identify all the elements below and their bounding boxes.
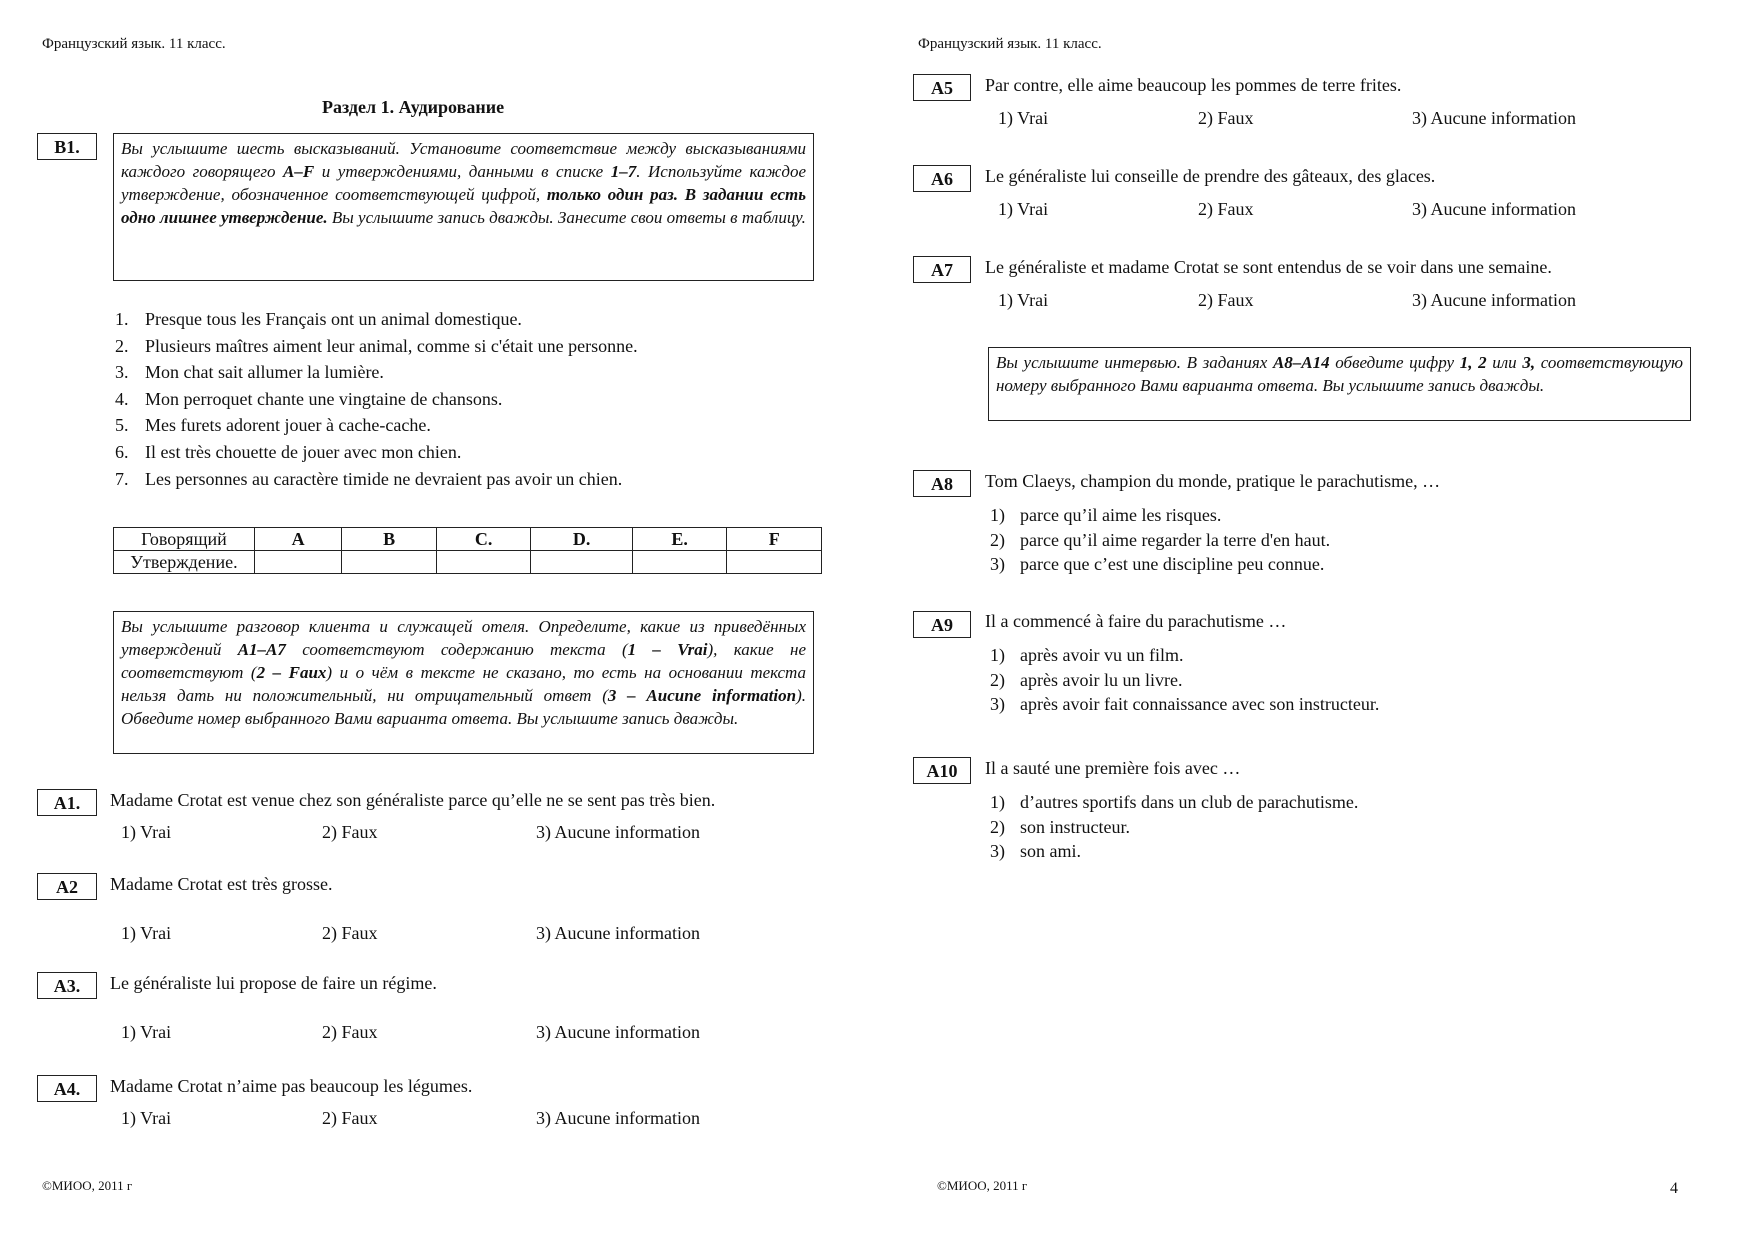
table-col-d: D.: [531, 528, 633, 551]
question-label: A10: [913, 757, 971, 784]
choice-item[interactable]: 3) parce que c’est une discipline peu connue.: [990, 554, 1325, 574]
choice-item[interactable]: 1) parce qu’il aime les risques.: [990, 505, 1222, 525]
option-aucune[interactable]: 3) Aucune information: [536, 822, 700, 842]
statement-item: 3. Mon chat sait allumer la lumière.: [115, 362, 384, 383]
option-faux[interactable]: 2) Faux: [1198, 199, 1254, 219]
statements-list: [115, 306, 638, 492]
statement-item: 6. Il est très chouette de jouer avec mon chien.: [115, 441, 462, 462]
option-faux[interactable]: 2) Faux: [322, 1108, 378, 1128]
choices-list: [990, 790, 1358, 864]
answer-cell[interactable]: [727, 551, 822, 574]
option-aucune[interactable]: 3) Aucune information: [536, 1108, 700, 1128]
option-vrai[interactable]: 1) Vrai: [998, 199, 1049, 219]
question-text: Tom Claeys, champion du monde, pratique le parachutisme, …: [985, 471, 1441, 491]
answer-cell[interactable]: [436, 551, 531, 574]
choice-item[interactable]: 1) d’autres sportifs dans un club de parachutisme.: [990, 792, 1359, 812]
page-header: Французский язык. 11 класс.: [918, 36, 1102, 52]
table-col-a: A: [254, 528, 342, 551]
choice-item[interactable]: 1) après avoir vu un film.: [990, 645, 1184, 665]
choices-list: [990, 503, 1330, 577]
question-text: Madame Crotat n’aime pas beaucoup les légumes.: [110, 1076, 473, 1096]
question-label: A5: [913, 74, 971, 101]
table-col-b: B: [342, 528, 437, 551]
choice-item[interactable]: 2) son instructeur.: [990, 816, 1130, 837]
page-footer: ©МИОО, 2011 г: [937, 1178, 1028, 1193]
option-aucune[interactable]: 3) Aucune information: [536, 923, 700, 943]
question-text: Le généraliste lui propose de faire un régime.: [110, 973, 437, 993]
option-aucune[interactable]: 3) Aucune information: [1412, 199, 1576, 219]
question-label: A3.: [37, 972, 97, 999]
table-row-label: Говорящий: [114, 528, 255, 551]
option-faux[interactable]: 2) Faux: [322, 923, 378, 943]
page-header: Французский язык. 11 класс.: [42, 36, 226, 52]
question-text: Il a commencé à faire du parachutisme …: [985, 611, 1287, 631]
task-label-b1: B1.: [37, 133, 97, 160]
question-label: A1.: [37, 789, 97, 816]
choice-item[interactable]: 3) après avoir fait connaissance avec son instructeur.: [990, 694, 1380, 714]
section-title: Раздел 1. Аудирование: [322, 97, 505, 117]
question-label: A9: [913, 611, 971, 638]
statement-item: 1. Presque tous les Français ont un animal domestique.: [115, 309, 522, 329]
option-vrai[interactable]: 1) Vrai: [121, 923, 172, 943]
answer-cell[interactable]: [254, 551, 342, 574]
interview-instructions: Вы услышите интервью. В заданиях А8–А14 обведите цифру 1, 2 или 3, соответствующую номеру выбранного Вами варианта ответа. Вы услышите запись дважды.: [988, 347, 1691, 421]
option-vrai[interactable]: 1) Vrai: [998, 290, 1049, 310]
choice-item[interactable]: 2) après avoir lu un livre.: [990, 669, 1183, 690]
question-label: A2: [37, 873, 97, 900]
option-aucune[interactable]: 3) Aucune information: [536, 1022, 700, 1042]
right-page: [877, 0, 1754, 1239]
question-text: Le généraliste et madame Crotat se sont entendus de se voir dans une semaine.: [985, 257, 1552, 277]
question-text: Le généraliste lui conseille de prendre des gâteaux, des glaces.: [985, 166, 1436, 186]
choice-item[interactable]: 2) parce qu’il aime regarder la terre d'en haut.: [990, 529, 1331, 550]
b1-instructions: Вы услышите шесть высказываний. Установите соответствие между высказываниями каждого говорящего A–F и утверждениями, данными в списке 1–7. Используйте каждое утверждение, обозначенное соответствующей цифрой, только один раз. В задании есть одно лишнее утверждение. Вы услышите запись дважды. Занесите свои ответы в таблицу.: [113, 133, 814, 281]
question-label: A7: [913, 256, 971, 283]
table-col-c: C.: [436, 528, 531, 551]
option-faux[interactable]: 2) Faux: [1198, 108, 1254, 128]
page-footer: ©МИОО, 2011 г: [42, 1178, 133, 1193]
option-aucune[interactable]: 3) Aucune information: [1412, 108, 1576, 128]
option-vrai[interactable]: 1) Vrai: [121, 1108, 172, 1128]
question-text: Il a sauté une première fois avec …: [985, 758, 1241, 778]
table-col-f: F: [727, 528, 822, 551]
answer-table: [113, 527, 822, 574]
statement-item: 5. Mes furets adorent jouer à cache-cache.: [115, 415, 431, 436]
table-col-e: E.: [632, 528, 727, 551]
statement-item: 7. Les personnes au caractère timide ne devraient pas avoir un chien.: [115, 468, 623, 489]
choices-list: [990, 643, 1379, 717]
statement-item: 4. Mon perroquet chante une vingtaine de chansons.: [115, 388, 503, 409]
question-text: Madame Crotat est très grosse.: [110, 874, 333, 894]
option-faux[interactable]: 2) Faux: [1198, 290, 1254, 310]
statement-item: 2. Plusieurs maîtres aiment leur animal, comme si c'était une personne.: [115, 335, 638, 356]
page-number: 4: [1670, 1180, 1678, 1197]
option-vrai[interactable]: 1) Vrai: [121, 1022, 172, 1042]
option-aucune[interactable]: 3) Aucune information: [1412, 290, 1576, 310]
question-label: A6: [913, 165, 971, 192]
a-tasks-instructions: Вы услышите разговор клиента и служащей отеля. Определите, какие из приведённых утверждений А1–А7 соответствуют содержанию текста (1 – Vrai), какие не соответствуют (2 – Faux) и о чём в тексте не сказано, то есть на основании текста нельзя дать ни положительный, ни отрицательный ответ (3 – Aucune information). Обведите номер выбранного Вами варианта ответа. Вы услышите запись дважды.: [113, 611, 814, 754]
answer-cell[interactable]: [342, 551, 437, 574]
option-faux[interactable]: 2) Faux: [322, 822, 378, 842]
question-text: Madame Crotat est venue chez son généraliste parce qu’elle ne se sent pas très bien.: [110, 790, 716, 810]
question-label: A4.: [37, 1075, 97, 1102]
option-vrai[interactable]: 1) Vrai: [998, 108, 1049, 128]
option-vrai[interactable]: 1) Vrai: [121, 822, 172, 842]
table-row-label: Утверждение.: [114, 551, 255, 574]
question-text: Par contre, elle aime beaucoup les pommes de terre frites.: [985, 75, 1402, 95]
answer-cell[interactable]: [632, 551, 727, 574]
question-label: A8: [913, 470, 971, 497]
answer-cell[interactable]: [531, 551, 633, 574]
choice-item[interactable]: 3) son ami.: [990, 841, 1081, 861]
option-faux[interactable]: 2) Faux: [322, 1022, 378, 1042]
